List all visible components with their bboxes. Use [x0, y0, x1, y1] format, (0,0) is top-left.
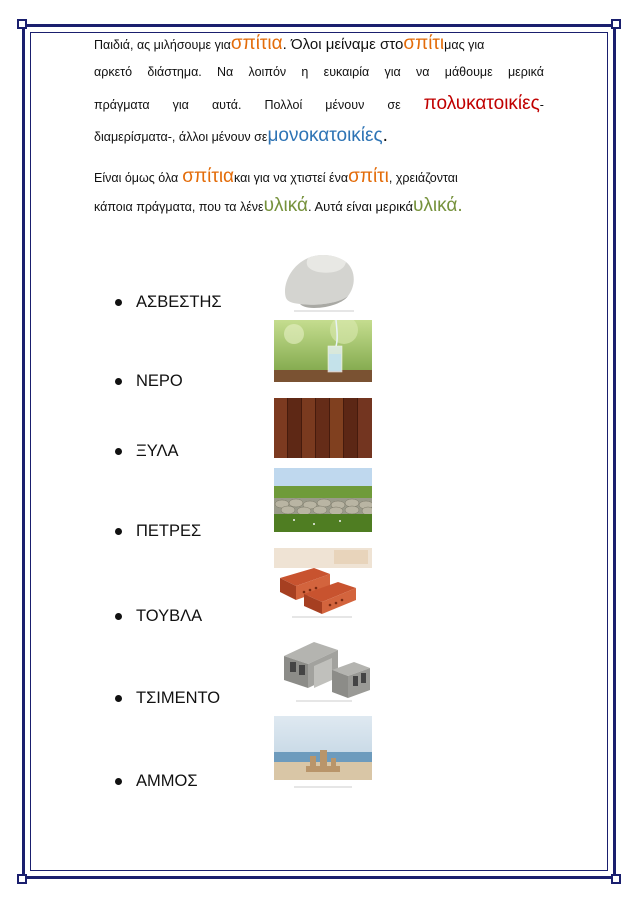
- word: μάθουμε: [444, 65, 493, 79]
- highlight-word: σπίτια: [182, 166, 235, 187]
- stone-wall-image: [274, 468, 372, 540]
- list-item-label: ΠΕΤΡΕΣ: [136, 522, 202, 540]
- text-run: .: [457, 195, 463, 216]
- word: να: [416, 65, 430, 79]
- bullet-icon: [115, 448, 122, 455]
- highlight-word: σπίτι: [403, 33, 445, 54]
- list-item: [115, 293, 222, 312]
- list-item: [115, 772, 198, 791]
- text-run: . Όλοι μείναμε στο: [282, 36, 404, 53]
- corner-ornament: [17, 874, 27, 884]
- text-run: διαμερίσματα-, άλλοι μένουν σε: [94, 130, 268, 144]
- text-run: -: [539, 98, 544, 112]
- bullet-icon: [115, 778, 122, 785]
- text-run: κάποια πράγματα, που τα λένε: [94, 200, 264, 214]
- text-run: .: [382, 125, 388, 146]
- word: για: [172, 98, 189, 112]
- word: αρκετό: [94, 65, 133, 79]
- corner-ornament: [17, 19, 27, 29]
- list-item-label: ΝΕΡΟ: [136, 372, 183, 390]
- word: πράγματα: [94, 98, 150, 112]
- word: Πολλοί: [264, 98, 303, 112]
- bullet-icon: [115, 378, 122, 385]
- word: διάστημα.: [147, 65, 202, 79]
- bullet-icon: [115, 528, 122, 535]
- bullet-icon: [115, 695, 122, 702]
- word: αυτά.: [211, 98, 242, 112]
- word: Να: [217, 65, 234, 79]
- intro-paragraph: [94, 33, 544, 156]
- highlight-word: υλικά: [412, 195, 458, 216]
- word: μένουν: [325, 98, 365, 112]
- list-item-label: ΞΥΛΑ: [136, 442, 179, 460]
- text-run: . Αυτά είναι μερικά: [307, 199, 413, 214]
- list-item: [115, 372, 183, 391]
- materials-intro-paragraph: [94, 166, 544, 226]
- text-run: Παιδιά, ας μιλήσουμε για: [94, 38, 231, 52]
- word: λοιπόν: [248, 65, 287, 79]
- limestone-image: [274, 246, 372, 318]
- list-item-label: ΑΜΜΟΣ: [136, 772, 198, 790]
- bullet-icon: [115, 613, 122, 620]
- word: σε: [387, 98, 401, 112]
- bullet-icon: [115, 299, 122, 306]
- text-run: μας για: [444, 38, 485, 52]
- wood-planks-image: [274, 398, 372, 458]
- text-run: , χρειάζονται: [388, 171, 458, 185]
- highlight-word: υλικά: [263, 195, 308, 216]
- list-item-label: ΤΣΙΜΕΝΤΟ: [136, 689, 221, 707]
- highlight-word: σπίτι: [348, 166, 389, 187]
- water-glass-image: [274, 320, 372, 388]
- cement-block-image: [274, 632, 372, 704]
- word: μερικά: [507, 65, 544, 79]
- highlight-word: πολυκατοικίες: [423, 93, 540, 114]
- text-run: Είναι όμως όλα: [94, 171, 179, 185]
- word: για: [384, 65, 401, 79]
- text-run: και για να χτιστεί ένα: [234, 171, 349, 185]
- sand-castle-image: [274, 716, 372, 790]
- list-item-label: ΑΣΒΕΣΤΗΣ: [136, 293, 222, 311]
- corner-ornament: [611, 874, 621, 884]
- highlight-word: σπίτια: [230, 33, 283, 54]
- bricks-image: [274, 548, 372, 622]
- list-item-label: ΤΟΥΒΛΑ: [136, 607, 203, 625]
- corner-ornament: [611, 19, 621, 29]
- word: η: [301, 65, 309, 79]
- highlight-word: μονοκατοικίες: [267, 125, 383, 146]
- list-item: [115, 607, 202, 626]
- list-item: [115, 522, 201, 541]
- list-item: [115, 689, 220, 708]
- list-item: [115, 442, 179, 461]
- word: ευκαιρία: [323, 65, 370, 79]
